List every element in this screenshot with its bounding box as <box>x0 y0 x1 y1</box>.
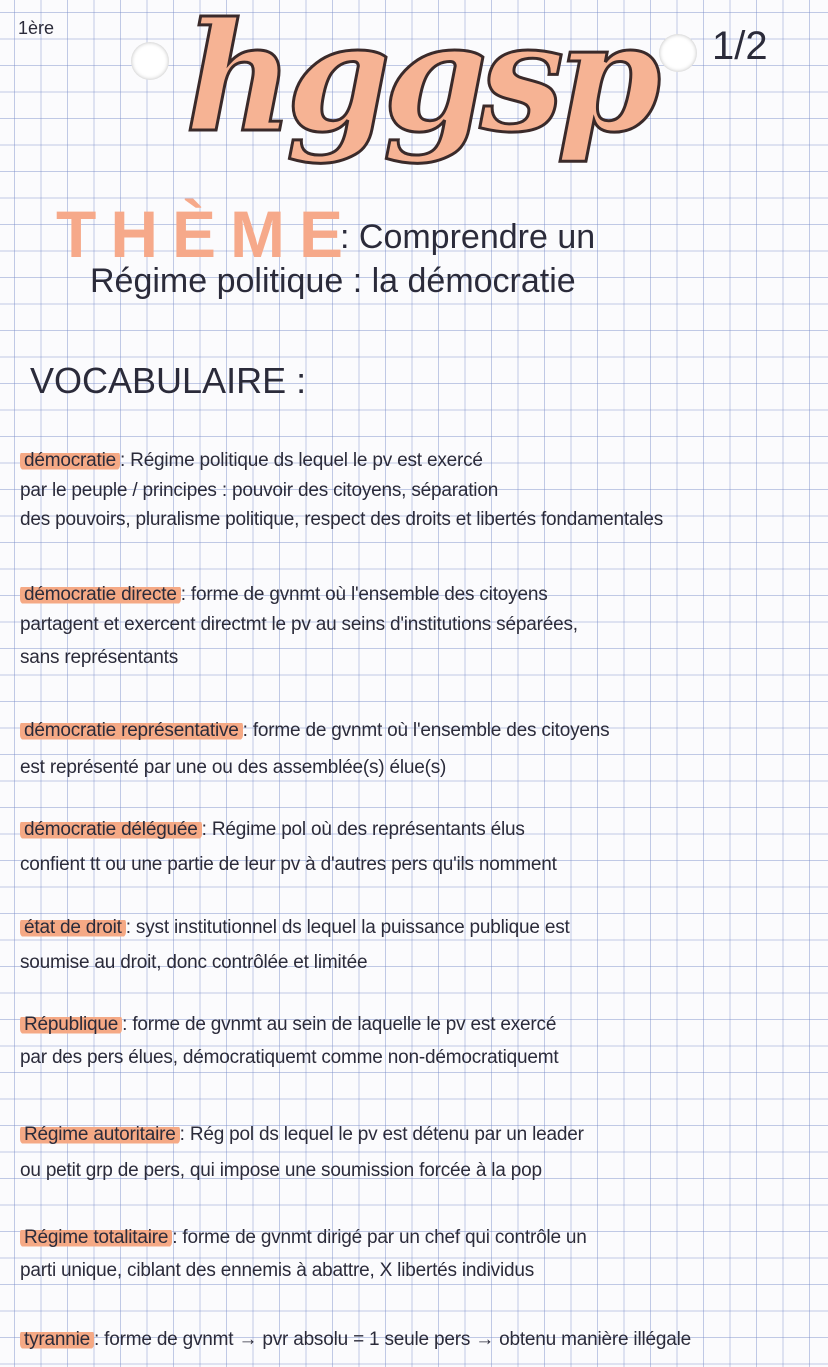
definition-text: forme de gvnmt au sein de laquelle le pv est exercé <box>132 1014 557 1035</box>
level-label: 1ère <box>18 18 55 38</box>
definition-continuation <box>20 647 178 669</box>
definition-continuation <box>20 480 498 502</box>
definition-continuation <box>20 757 446 779</box>
definition-entry <box>20 1329 691 1351</box>
definition-text: confient tt ou une partie de leur pv à d'autres pers qu'ils nomment <box>20 854 557 875</box>
definition-continuation <box>20 1160 542 1182</box>
colon: : <box>242 720 253 741</box>
definition-text: ou petit grp de pers, qui impose une soumission forcée à la pop <box>20 1160 542 1181</box>
subject-logo: hggsp <box>185 0 654 166</box>
theme-title-line2: Régime politique : la démocratie <box>90 262 576 300</box>
term-highlight: démocratie représentative <box>20 720 243 741</box>
definition-text: Régime pol où des représentants élus <box>211 819 525 840</box>
definition-text: syst institutionnel ds lequel la puissance publique est <box>135 917 570 938</box>
definition-text: est représenté par une ou des assemblée(s) élue(s) <box>20 757 447 778</box>
term-highlight: démocratie <box>20 450 120 471</box>
binder-hole-left <box>131 42 169 80</box>
definition-text: partagent et exercent directmt le pv au seins d'institutions séparées, <box>20 614 578 635</box>
definition-continuation <box>20 952 367 974</box>
page-number: 1/2 <box>712 24 768 68</box>
term-highlight: démocratie déléguée <box>20 819 202 840</box>
colon: : <box>180 584 191 605</box>
definition-text: soumise au droit, donc contrôlée et limitée <box>20 952 368 973</box>
definition-entry <box>20 450 483 472</box>
theme-title-line1: : Comprendre un <box>340 218 596 256</box>
colon: : <box>94 1329 105 1350</box>
colon: : <box>120 450 131 471</box>
definition-text: forme de gvnmt où l'ensemble des citoyens <box>252 720 610 741</box>
term-highlight: état de droit <box>20 917 126 938</box>
definition-continuation <box>20 854 557 876</box>
definition-text: forme de gvnmt → pvr absolu = 1 seule pers → obtenu manière illégale <box>104 1329 691 1350</box>
definition-entry <box>20 819 525 841</box>
definition-text: parti unique, ciblant des ennemis à abattre, X libertés individus <box>20 1260 535 1281</box>
definition-entry <box>20 1124 584 1146</box>
term-highlight: Régime totalitaire <box>20 1227 172 1248</box>
definition-text: par le peuple / principes : pouvoir des citoyens, séparation <box>20 480 499 501</box>
colon: : <box>172 1227 183 1248</box>
theme-label: THÈME <box>56 197 357 271</box>
definition-continuation <box>20 509 663 531</box>
definition-text: Régime politique ds lequel le pv est exercé <box>130 450 483 471</box>
vocabulary-heading: VOCABULAIRE : <box>30 360 307 401</box>
definition-text: sans représentants <box>20 647 178 668</box>
definition-entry <box>20 720 609 742</box>
term-highlight: République <box>20 1014 122 1035</box>
term-highlight: démocratie directe <box>20 584 181 605</box>
definition-continuation <box>20 614 578 636</box>
colon: : <box>122 1014 133 1035</box>
definition-entry <box>20 584 548 606</box>
definition-entry <box>20 1227 587 1249</box>
definition-entry <box>20 1014 556 1036</box>
binder-hole-right <box>659 34 697 72</box>
definition-entry <box>20 917 570 939</box>
definition-text: par des pers élues, démocratiquemt comme non-démocratiquemt <box>20 1047 559 1068</box>
term-highlight: Régime autoritaire <box>20 1124 180 1145</box>
term-highlight: tyrannie <box>20 1329 94 1350</box>
colon: : <box>201 819 212 840</box>
definition-continuation <box>20 1047 558 1069</box>
definition-text: forme de gvnmt où l'ensemble des citoyens <box>190 584 548 605</box>
definition-text: des pouvoirs, pluralisme politique, respect des droits et libertés fondamentales <box>20 509 664 530</box>
definition-continuation <box>20 1260 534 1282</box>
definition-text: Rég pol ds lequel le pv est détenu par un leader <box>189 1124 584 1145</box>
colon: : <box>179 1124 190 1145</box>
definition-text: forme de gvnmt dirigé par un chef qui contrôle un <box>182 1227 587 1248</box>
colon: : <box>125 917 136 938</box>
